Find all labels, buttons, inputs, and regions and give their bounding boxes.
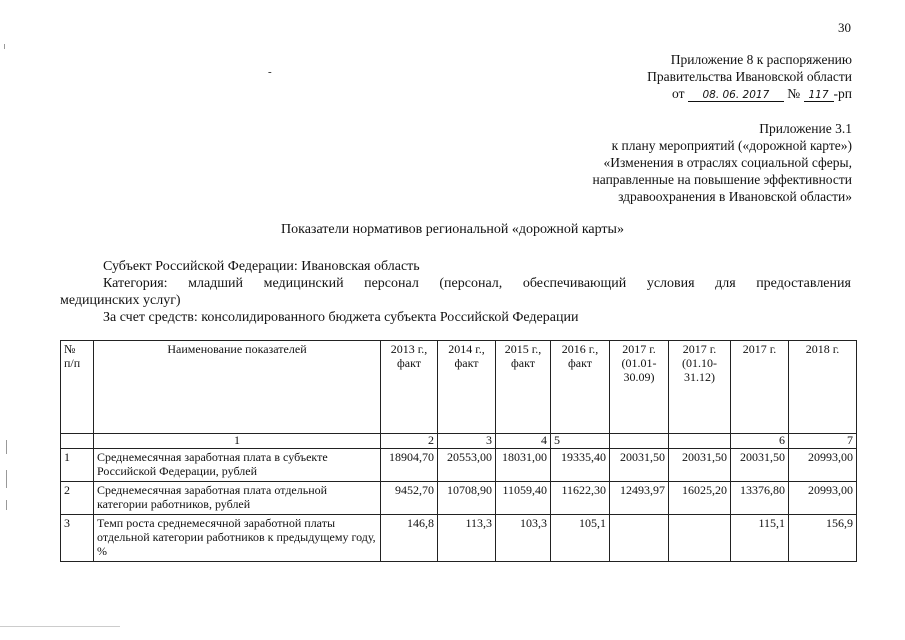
date-prefix: от xyxy=(672,86,685,101)
row-value: 20031,50 xyxy=(610,449,669,482)
appendix-3-1-line: направленные на повышение эффективности xyxy=(592,172,852,187)
appendix-8-line1: Приложение 8 к распоряжению xyxy=(670,52,852,67)
row-name: Среднемесячная заработная плата отдельной категории работников, рублей xyxy=(94,482,381,515)
category-word: персонал xyxy=(364,276,419,291)
header-2017: 2017 г. xyxy=(731,341,789,434)
appendix-8-line2: Правительства Ивановской области xyxy=(647,69,852,84)
indicators-table xyxy=(60,340,857,562)
row-value: 115,1 xyxy=(731,515,789,562)
scan-artifact xyxy=(6,440,7,454)
row-value: 18031,00 xyxy=(496,449,551,482)
category-word: (персонал, xyxy=(439,276,503,291)
index-cell-blank xyxy=(61,434,94,449)
row-value: 156,9 xyxy=(789,515,857,562)
row-value: 16025,20 xyxy=(669,482,731,515)
index-cell: 1 xyxy=(94,434,381,449)
table-header-row xyxy=(61,341,857,434)
row-num: 2 xyxy=(61,482,94,515)
header-2014: 2014 г., факт xyxy=(438,341,496,434)
appendix-3-1-line: здравоохранения в Ивановской области» xyxy=(618,189,852,204)
category-word: обеспечивающий xyxy=(522,276,627,291)
row-value xyxy=(669,515,731,562)
table-index-row xyxy=(61,434,857,449)
header-2015: 2015 г., факт xyxy=(496,341,551,434)
row-num: 1 xyxy=(61,449,94,482)
row-value: 11622,30 xyxy=(551,482,610,515)
stray-mark: - xyxy=(268,66,272,78)
row-value: 113,3 xyxy=(438,515,496,562)
header-2016: 2016 г., факт xyxy=(551,341,610,434)
appendix-3-1-line: «Изменения в отраслях социальной сферы, xyxy=(603,155,852,170)
row-value: 10708,90 xyxy=(438,482,496,515)
subject-line: Субъект Российской Федерации: Ивановская область xyxy=(103,259,420,274)
row-value: 12493,97 xyxy=(610,482,669,515)
row-value xyxy=(610,515,669,562)
table-row xyxy=(61,482,857,515)
index-cell: 2 xyxy=(381,434,438,449)
scan-artifact xyxy=(6,470,7,488)
index-cell: 7 xyxy=(789,434,857,449)
page-number: 30 xyxy=(838,20,851,35)
header-2018: 2018 г. xyxy=(789,341,857,434)
scan-artifact xyxy=(0,626,120,627)
category-paragraph xyxy=(60,275,851,309)
handwritten-date: 08. 06. 2017 xyxy=(688,89,784,102)
number-suffix: -рп xyxy=(833,86,852,101)
table-row xyxy=(61,515,857,562)
row-value: 20993,00 xyxy=(789,449,857,482)
row-value: 13376,80 xyxy=(731,482,789,515)
header-num: № п/п xyxy=(61,341,94,434)
appendix-3-1-line: к плану мероприятий («дорожной карте») xyxy=(611,138,852,153)
category-word: младший xyxy=(188,276,244,291)
row-value: 11059,40 xyxy=(496,482,551,515)
index-cell: 6 xyxy=(731,434,789,449)
row-value: 20031,50 xyxy=(669,449,731,482)
document-title: Показатели нормативов региональной «дорожной карты» xyxy=(281,222,624,237)
header-2017-q4: 2017 г. (01.10- 31.12) xyxy=(669,341,731,434)
index-cell xyxy=(610,434,669,449)
category-continuation: медицинских услуг) xyxy=(60,293,181,308)
row-num: 3 xyxy=(61,515,94,562)
funding-line: За счет средств: консолидированного бюджета субъекта Российской Федерации xyxy=(103,310,579,325)
index-cell: 5 xyxy=(551,434,610,449)
row-value: 9452,70 xyxy=(381,482,438,515)
row-value: 20993,00 xyxy=(789,482,857,515)
index-cell: 4 xyxy=(496,434,551,449)
row-name: Темп роста среднемесячной заработной платы отдельной категории работников к предыдущему году, % xyxy=(94,515,381,562)
row-value: 105,1 xyxy=(551,515,610,562)
number-label: № xyxy=(787,86,801,101)
scan-artifact xyxy=(6,500,7,510)
row-value: 18904,70 xyxy=(381,449,438,482)
row-value: 146,8 xyxy=(381,515,438,562)
table-row xyxy=(61,449,857,482)
category-word: медицинский xyxy=(263,276,344,291)
category-word: для xyxy=(715,276,736,291)
row-value: 20553,00 xyxy=(438,449,496,482)
header-2013: 2013 г., факт xyxy=(381,341,438,434)
category-word: условия xyxy=(646,276,695,291)
appendix-3-1-line: Приложение 3.1 xyxy=(759,121,852,136)
category-first-line xyxy=(60,275,851,292)
index-cell: 3 xyxy=(438,434,496,449)
header-name: Наименование показателей xyxy=(94,341,381,434)
scan-artifact xyxy=(4,44,5,49)
handwritten-number: 117 xyxy=(804,89,834,102)
row-name: Среднемесячная заработная плата в субъекте Российской Федерации, рублей xyxy=(94,449,381,482)
appendix-3-1-header xyxy=(593,120,852,205)
appendix-8-header xyxy=(647,51,852,102)
category-word: предоставления xyxy=(756,276,851,291)
row-value: 20031,50 xyxy=(731,449,789,482)
row-value: 103,3 xyxy=(496,515,551,562)
index-cell xyxy=(669,434,731,449)
row-value: 19335,40 xyxy=(551,449,610,482)
appendix-8-line3 xyxy=(647,85,852,102)
header-2017-q1-q3: 2017 г. (01.01- 30.09) xyxy=(610,341,669,434)
category-word: Категория: xyxy=(103,276,168,291)
